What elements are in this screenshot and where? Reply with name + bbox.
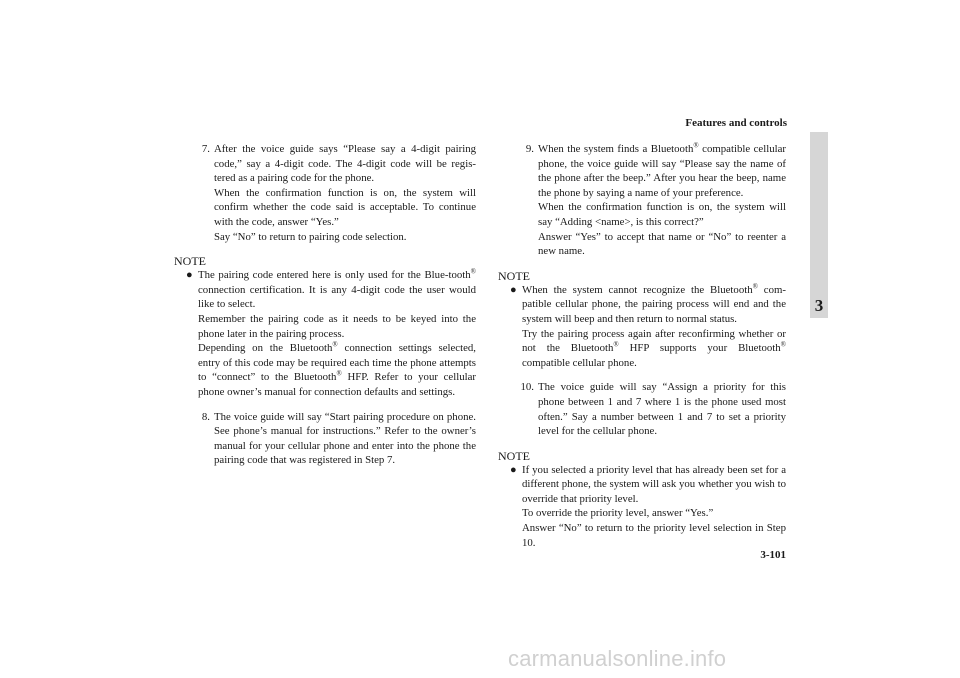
step-text: Answer “Yes” to accept that name or “No” to reenter a new name. bbox=[538, 230, 786, 258]
note-body bbox=[498, 283, 786, 371]
step-text: When the system finds a Bluetooth® compatible cellular phone, the voice guide will say “Please say the name of the phone after the beep.” After you hear the beep, name the phone by saying a name of your preference. bbox=[538, 141, 786, 199]
note-paragraph: If you selected a priority level that has already been set for a different phone, the system will ask you whether you wish to override that priority level. bbox=[522, 463, 786, 505]
note-paragraph: When the system cannot recognize the Bluetooth® com-patible cellular phone, the pairing process will end and the system will beep and then return to normal status. bbox=[522, 282, 786, 325]
step-text: When the confirmation function is on, the system will confirm whether the code said is acceptable. To continue with the code, answer “Yes.” bbox=[214, 186, 476, 228]
step-text: After the voice guide says “Please say a 4-digit pairing code,” say a 4-digit code. The 4-digit code will be regis-tered as a pairing code for the phone. bbox=[214, 143, 476, 185]
step-number: 9. bbox=[525, 143, 534, 155]
note-paragraph: To override the priority level, answer “Yes.” bbox=[522, 507, 714, 520]
note-title: NOTE bbox=[498, 268, 530, 283]
step-8 bbox=[174, 410, 476, 468]
note-not-recognized bbox=[498, 269, 786, 371]
note-priority bbox=[498, 449, 786, 551]
note-paragraph: The pairing code entered here is only used for the Blue-tooth® connection certification. It is any 4-digit code the user would like to select. bbox=[198, 267, 476, 311]
right-column bbox=[498, 142, 786, 560]
note-paragraph: Depending on the Bluetooth® connection settings selected, entry of this code may be required each time the phone attempts to “connect” to the Bluetooth® HFP. Refer to your cellular phone owner’s manual for connection defaults and settings. bbox=[198, 340, 476, 398]
note-body bbox=[498, 463, 786, 551]
note-title: NOTE bbox=[498, 448, 530, 463]
note-paragraph: Try the pairing process again after reconfirming whether or not the Bluetooth® HFP supports your Bluetooth® compatible cellular phone. bbox=[522, 327, 786, 369]
step-9 bbox=[498, 142, 786, 259]
step-text: When the confirmation function is on, the system will say “Adding <name>, is this correct?” bbox=[538, 201, 786, 228]
note-title: NOTE bbox=[174, 254, 206, 269]
chapter-number: 3 bbox=[814, 296, 824, 315]
watermark: carmanualsonline.info bbox=[508, 646, 727, 671]
chapter-tab bbox=[810, 132, 828, 318]
step-text: The voice guide will say “Assign a priority for this phone between 1 and 7 where 1 is the phone used most often.” Say a number between 1 and 7 to set a priority level for the cellular phone. bbox=[538, 381, 786, 438]
note-body bbox=[174, 268, 476, 399]
note-paragraph: Remember the pairing code as it needs to be keyed into the phone later in the pairing process. bbox=[198, 312, 476, 340]
step-7 bbox=[174, 142, 476, 244]
step-10 bbox=[498, 380, 786, 438]
note-paragraph: Answer “No” to return to the priority level selection in Step 10. bbox=[522, 522, 786, 549]
step-text: The voice guide will say “Start pairing procedure on phone. See phone’s manual for instructions.” Refer to the owner’s manual for your cellular phone and enter into the phone the pairing code that was registered in Step 7. bbox=[214, 410, 476, 467]
section-header: Features and controls bbox=[685, 117, 787, 129]
bullet-icon: ● bbox=[510, 463, 517, 476]
page-number: 3-101 bbox=[760, 549, 786, 561]
step-number: 8. bbox=[201, 410, 210, 423]
bullet-icon: ● bbox=[510, 283, 517, 296]
step-number: 7. bbox=[201, 143, 210, 155]
step-text: Say “No” to return to pairing code selection. bbox=[214, 230, 407, 243]
left-column bbox=[174, 142, 476, 478]
step-number: 10. bbox=[520, 381, 534, 394]
bullet-icon: ● bbox=[186, 269, 193, 282]
note-pairing-code bbox=[174, 254, 476, 399]
